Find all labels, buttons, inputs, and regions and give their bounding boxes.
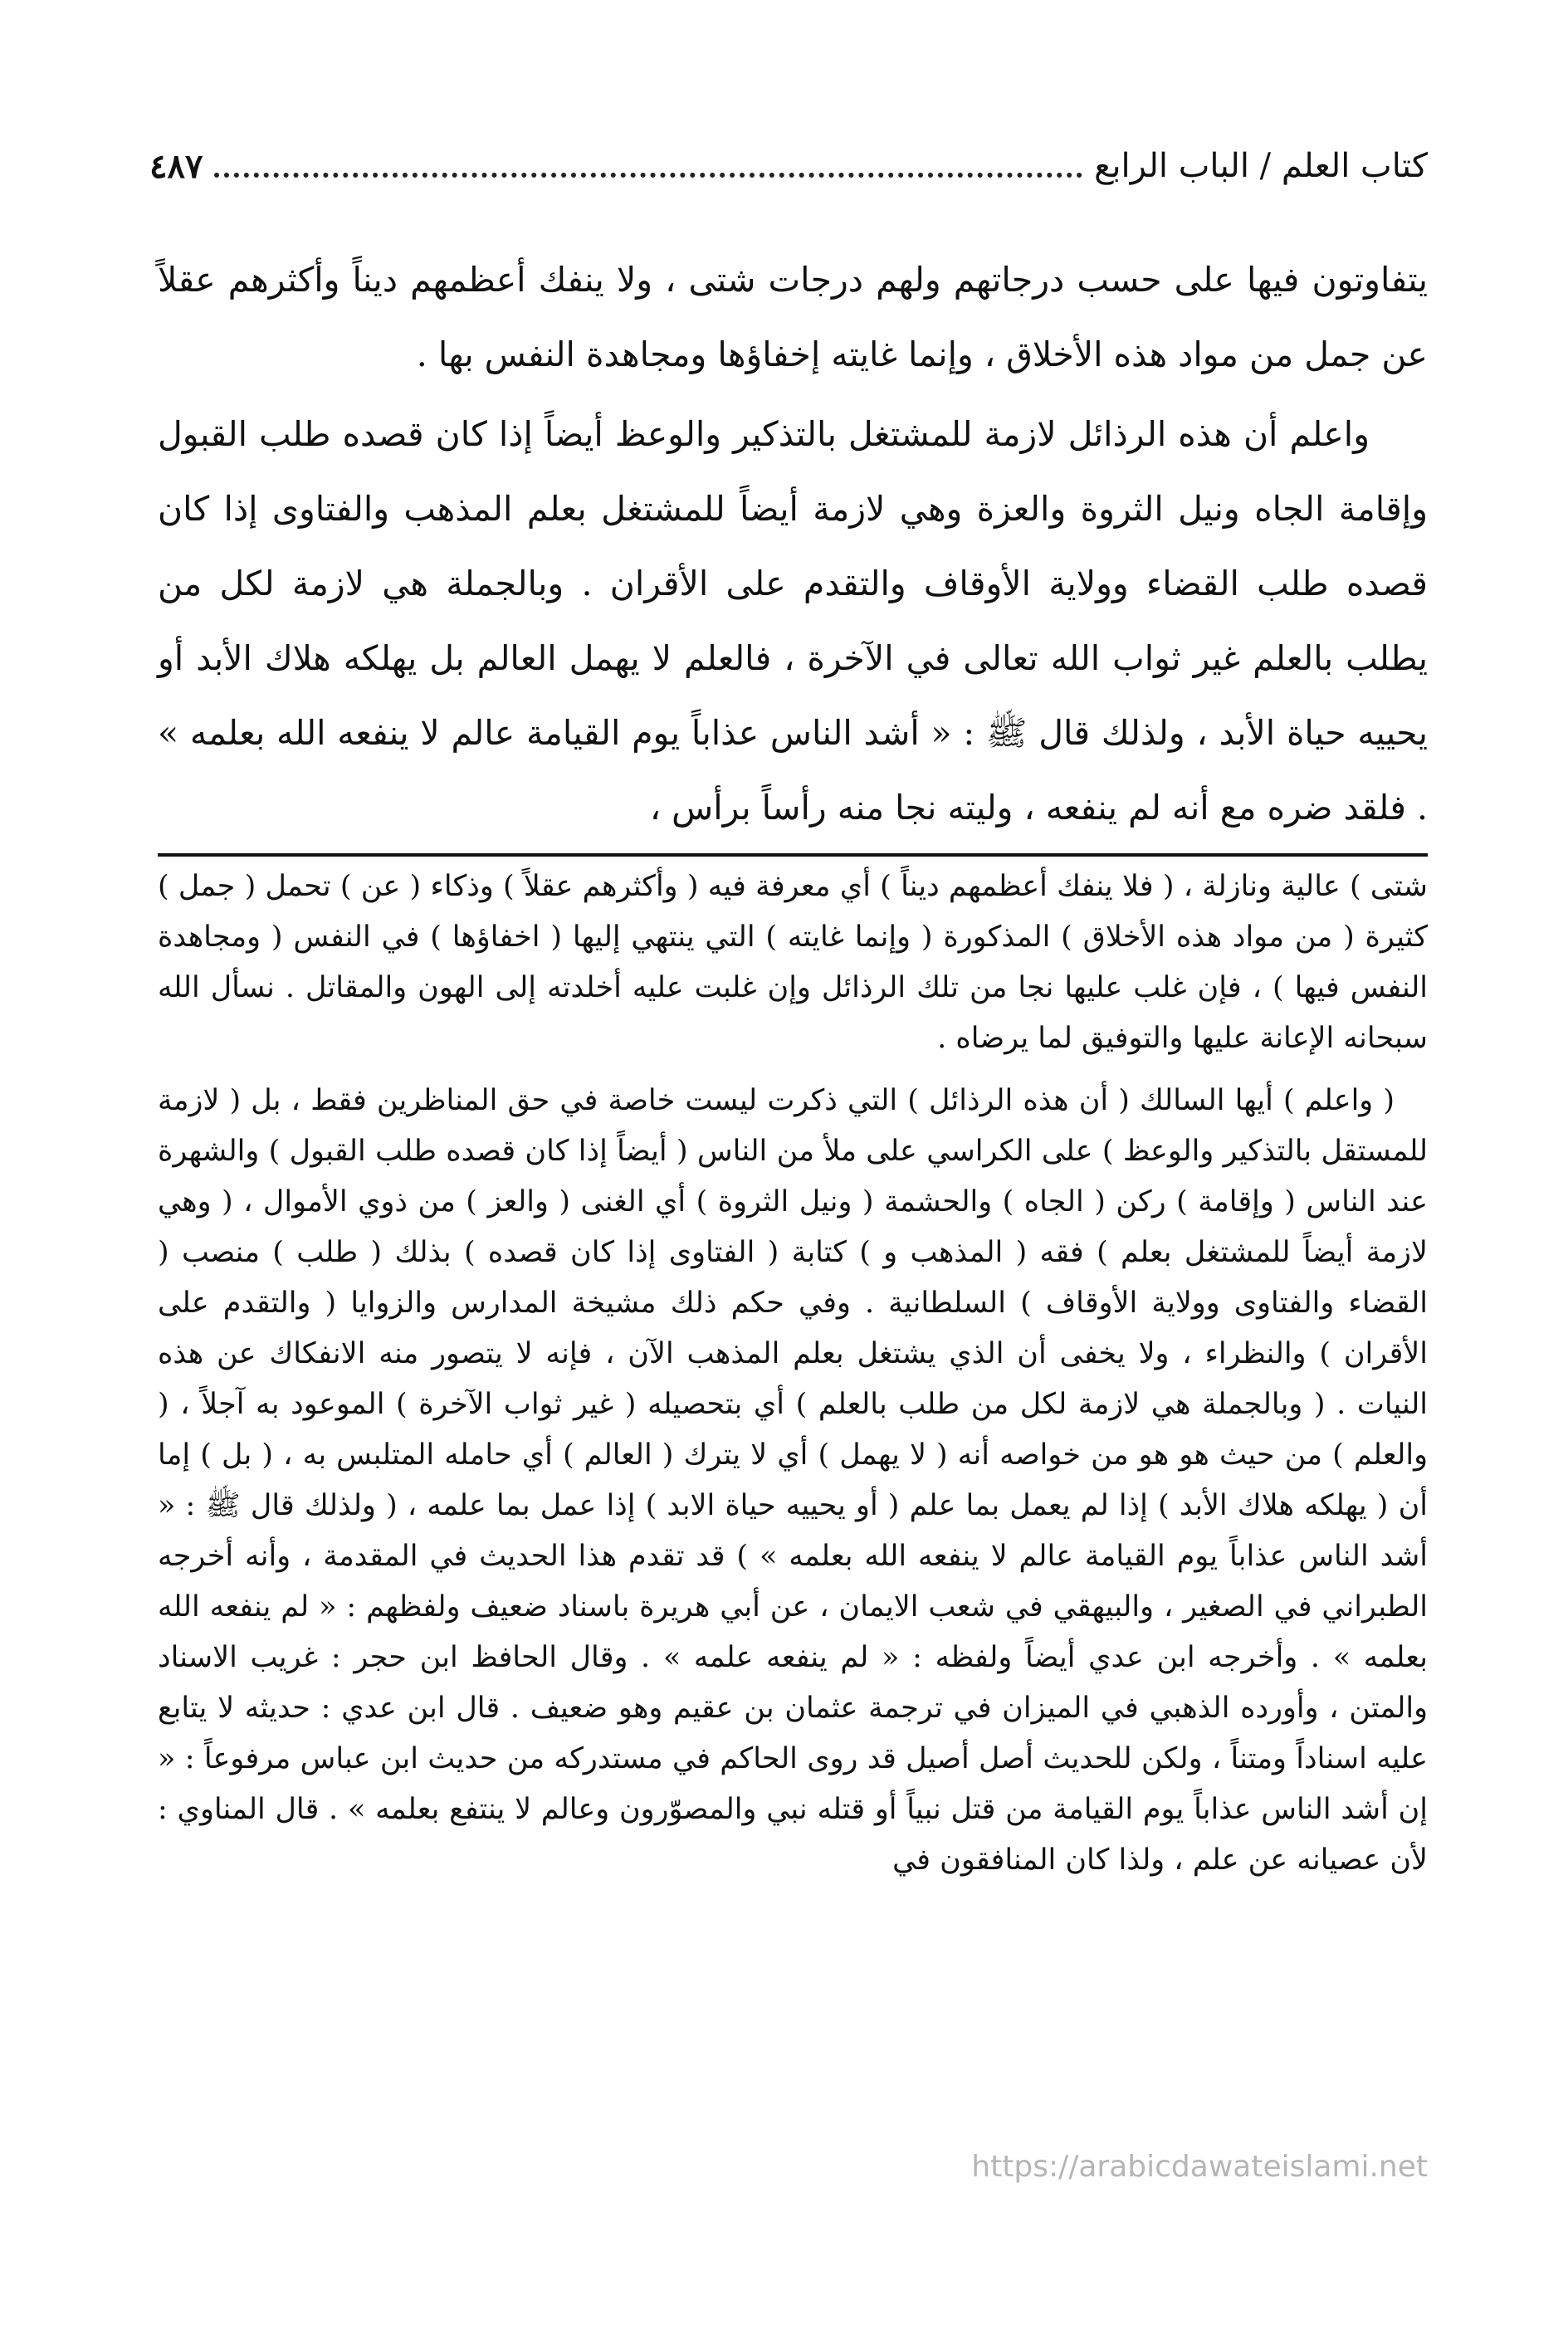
main-paragraph-1: يتفاوتون فيها على حسب درجاتهم ولهم درجات شتى ، ولا ينفك أعظمهم ديناً وأكثرهم عقلاً عن جمل من مواد هذه الأخلاق ، وإنما غايته إخفاؤها ومجاهدة النفس بها . <box>158 260 1428 374</box>
commentary-paragraph-2: ( واعلم ) أيها السالك ( أن هذه الرذائل ) التي ذكرت ليست خاصة في حق المناظرين فقط ، بل ( لازمة للمستقل بالتذكير والوعظ ) على الكراسي على ملأ من الناس ( أيضاً إذا كان قصده طلب القبول ) والشهرة عند الناس ( وإقامة ) ركن ( الجاه ) والحشمة ( ونيل الثروة ) أي الغنى ( والعز ) من ذوي الأموال ، ( وهي لازمة أيضاً للمشتغل بعلم ) فقه ( المذهب و ) كتابة ( الفتاوى إذا كان قصده ) بذلك ( طلب ) منصب ( القضاء والفتاوى وولاية الأوقاف ) السلطانية . وفي حكم ذلك مشيخة المدارس والزوايا ( والتقدم على الأقران ) والنظراء ، ولا يخفى أن الذي يشتغل بعلم المذهب الآن ، فإنه لا يتصور منه الانفكاك عن هذه النيات . ( وبالجملة هي لازمة لكل من طلب بالعلم ) أي بتحصيله ( غير ثواب الآخرة ) الموعود به آجلاً ، ( والعلم ) من حيث هو هو من خواصه أنه ( لا يهمل ) أي لا يترك ( العالم ) أي حامله المتلبس به ، ( بل ) إما أن ( يهلكه هلاك الأبد ) إذا لم يعمل بما علم ( أو يحييه حياة الابد ) إذا عمل بما علمه ، ( ولذلك قال ﷺ : « أشد الناس عذاباً يوم القيامة عالم لا ينفعه الله بعلمه » ) قد تقدم هذا الحديث في المقدمة ، وأنه أخرجه الطبراني في الصغير ، والبيهقي في شعب الايمان ، عن أبي هريرة باسناد ضعيف ولفظهم : « لم ينفعه الله بعلمه » . وأخرجه ابن عدي أيضاً ولفظه : « لم ينفعه علمه » . وقال الحافظ ابن حجر : غريب الاسناد والمتن ، وأورده الذهبي في الميزان في ترجمة عثمان بن عقيم وهو ضعيف . قال ابن عدي : حديثه لا يتابع عليه اسناداً ومتناً ، ولكن للحديث أصل أصيل قد روى الحاكم في مستدركه من حديث ابن عباس مرفوعاً : « إن أشد الناس عذاباً يوم القيامة من قتل نبياً أو قتله نبي والمصوّرون وعالم لا ينتفع بعلمه » . قال المناوي : لأن عصيانه عن علم ، ولذا كان المنافقون في <box>158 1084 1428 1877</box>
main-text <box>158 242 1428 845</box>
main-paragraph-2: واعلم أن هذه الرذائل لازمة للمشتغل بالتذكير والوعظ أيضاً إذا كان قصده طلب القبول وإقامة الجاه ونيل الثروة والعزة وهي لازمة أيضاً للمشتغل بعلم المذهب والفتاوى إذا كان قصده طلب القضاء وولاية الأوقاف والتقدم على الأقران . وبالجملة هي لازمة لكل من يطلب بالعلم غير ثواب الله تعالى في الآخرة ، فالعلم لا يهمل العالم بل يهلكه هلاك الأبد أو يحييه حياة الأبد ، ولذلك قال ﷺ : « أشد الناس عذاباً يوم القيامة عالم لا ينفعه الله بعلمه » . فلقد ضره مع أنه لم ينفعه ، وليته نجا منه رأساً برأس ، <box>158 414 1428 828</box>
running-header <box>149 139 1428 193</box>
header-leader-dots <box>214 164 1082 178</box>
watermark-url: https://arabicdawateislami.net <box>971 2150 1428 2184</box>
page-number: ٤٨٧ <box>149 146 203 186</box>
commentary-text <box>158 862 1428 1886</box>
commentary-paragraph-1: شتى ) عالية ونازلة ، ( فلا ينفك أعظمهم ديناً ) أي معرفة فيه ( وأكثرهم عقلاً ) وذكاء ( عن ) تحمل ( جمل ) كثيرة ( من مواد هذه الأخلاق ) المذكورة ( وإنما غايته ) التي ينتهي إليها ( اخفاؤها ) في النفس ( ومجاهدة النفس فيها ) ، فإن غلب عليها نجا من تلك الرذائل وإن غلبت عليه أخلدته إلى الهون والمقاتل . نسأل الله سبحانه الإعانة عليها والتوفيق لما يرضاه . <box>158 870 1428 1055</box>
footnote-separator <box>158 853 1428 857</box>
header-title: كتاب العلم / الباب الرابع <box>1094 147 1428 185</box>
